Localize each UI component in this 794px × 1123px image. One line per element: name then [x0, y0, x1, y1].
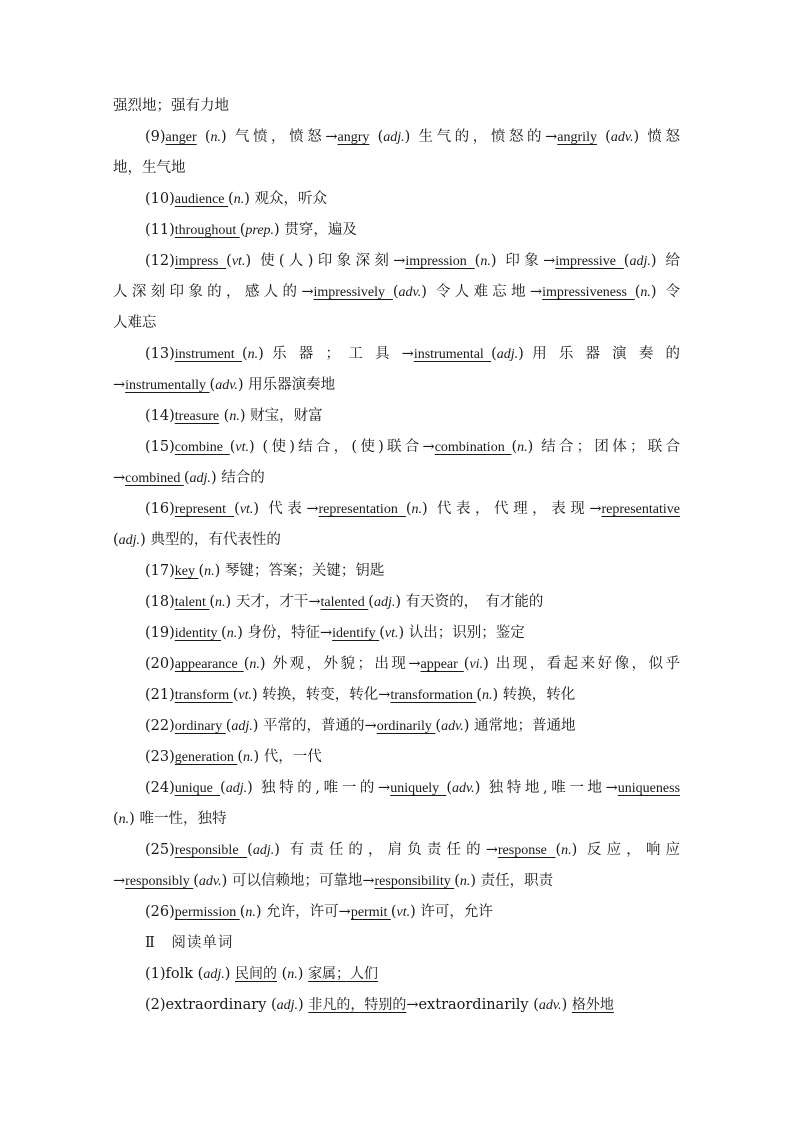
part-of-speech: adv. [441, 719, 464, 734]
part-of-speech: adj. [383, 130, 405, 145]
text-segment: ) 观众，听众 [244, 191, 327, 207]
text-segment: ( [239, 222, 246, 238]
text-segment: ( [369, 129, 384, 145]
text-segment: Ⅱ 阅读单词 [145, 935, 234, 951]
answer-blank: treasure [174, 409, 220, 424]
text-line [113, 188, 680, 219]
text-segment: ) 反应，响应 [571, 842, 680, 858]
part-of-speech: adv. [452, 781, 475, 796]
text-segment: (15) [145, 439, 175, 455]
answer-blank: impressiveness [542, 285, 635, 300]
answer-blank: generation [174, 750, 238, 765]
text-segment: ) 有责任的，肩负责任的→ [274, 842, 498, 858]
text-segment: ( [220, 780, 226, 796]
text-segment: ( [226, 253, 232, 269]
answer-blank: uniqueness [617, 781, 680, 796]
text-segment: ( [379, 625, 385, 641]
part-of-speech: n. [517, 440, 528, 455]
text-segment: 人难忘 [113, 315, 157, 331]
text-line [113, 436, 680, 467]
text-segment: (17) [145, 563, 175, 579]
text-segment: ) 有天资的， 有才能的 [395, 594, 544, 610]
text-segment: → [113, 470, 126, 486]
text-line [113, 312, 680, 343]
answer-blank: key [174, 564, 199, 579]
text-segment: ) 贯穿，遍及 [274, 222, 357, 238]
part-of-speech: n. [482, 688, 493, 703]
answer-blank: combination [434, 440, 512, 455]
text-segment: ( [228, 191, 234, 207]
text-segment: ( [243, 656, 250, 672]
part-of-speech: vt. [235, 440, 250, 455]
answer-blank: ordinary [174, 719, 226, 734]
part-of-speech: vt. [231, 254, 246, 269]
text-line [113, 405, 680, 436]
text-segment: ) 独特的,唯一的→ [247, 780, 391, 796]
part-of-speech: vi. [469, 657, 484, 672]
text-segment: ( [476, 687, 482, 703]
answer-blank: 家属；人们 [308, 967, 379, 982]
answer-blank: permit [350, 905, 391, 920]
text-segment: ( [113, 811, 119, 827]
text-segment: ( [454, 873, 460, 889]
part-of-speech: vt. [238, 688, 252, 703]
text-segment: ) 可以信赖地；可靠地→ [221, 873, 375, 889]
text-segment: ) 印象→ [490, 253, 556, 269]
answer-blank: identify [332, 626, 380, 641]
text-segment: ) [297, 966, 309, 982]
part-of-speech: n. [249, 657, 260, 672]
text-segment: ) 天才，才干→ [225, 594, 321, 610]
text-segment: ) 令人难忘地→ [421, 284, 543, 300]
answer-blank: combine [174, 440, 230, 455]
text-line [113, 219, 680, 250]
part-of-speech: adj. [276, 998, 299, 1013]
text-segment: (11) [145, 222, 175, 238]
answer-blank: responsibly [125, 874, 194, 889]
part-of-speech: n. [243, 750, 254, 765]
part-of-speech: n. [210, 130, 221, 145]
part-of-speech: n. [233, 192, 245, 207]
text-segment: ) 乐 器 ； 工 具 → [258, 346, 414, 362]
part-of-speech: adj. [231, 719, 253, 734]
text-segment: ( [277, 966, 288, 982]
text-segment: ) [561, 997, 572, 1013]
text-segment: ( [446, 780, 452, 796]
answer-blank: ordinarily [376, 719, 436, 734]
part-of-speech: adv. [398, 285, 422, 300]
text-line [113, 746, 680, 777]
text-segment: (25) [145, 842, 175, 858]
part-of-speech: adv. [538, 998, 562, 1013]
text-segment: ( [405, 501, 412, 517]
part-of-speech: n. [204, 564, 215, 579]
answer-blank: impression [405, 254, 475, 269]
answer-blank: combined [125, 471, 184, 486]
text-line [113, 901, 680, 932]
text-segment: ) 代表→ [253, 501, 319, 517]
part-of-speech: adv. [198, 874, 222, 889]
text-segment: ( [234, 501, 240, 517]
part-of-speech: n. [287, 967, 298, 982]
text-segment: ) 用 乐 器 演 奏 的 [518, 346, 680, 362]
text-segment: ( [555, 842, 562, 858]
text-line [113, 591, 680, 622]
text-line [113, 777, 680, 808]
text-segment: 人深刻印象的，感人的→ [113, 284, 314, 300]
part-of-speech: adj. [252, 843, 275, 858]
text-line [113, 95, 680, 126]
text-segment: (26) [145, 904, 175, 920]
answer-blank: throughout [174, 223, 240, 238]
text-line [113, 870, 680, 901]
text-line [113, 684, 680, 715]
text-segment: (16) [145, 501, 175, 517]
part-of-speech: n. [247, 347, 259, 362]
text-segment: ) 使(人)印象深刻→ [245, 253, 406, 269]
text-segment: ) 通常地；普通地 [463, 718, 576, 734]
section-heading [113, 932, 680, 963]
text-segment: (9) [145, 129, 166, 145]
text-segment: (21) [145, 687, 175, 703]
text-segment: ( [474, 253, 481, 269]
text-segment: ( [113, 532, 119, 548]
answer-blank: unique [174, 781, 221, 796]
answer-blank: angry [337, 130, 370, 145]
text-segment: ) 许可，允许 [410, 904, 493, 920]
text-segment: ) 平常的，普通的→ [252, 718, 377, 734]
answer-blank: 格外地 [571, 998, 614, 1013]
text-line [113, 715, 680, 746]
text-segment: ) (使)结合，(使)联合→ [249, 439, 435, 455]
text-line [113, 560, 680, 591]
text-segment: ( [368, 594, 374, 610]
text-segment: ) 生气的，愤怒的→ [404, 129, 558, 145]
answer-blank: instrument [174, 347, 242, 362]
text-segment: ( [209, 377, 216, 393]
answer-blank: impressively [313, 285, 393, 300]
text-segment: 地，生气地 [113, 160, 186, 176]
part-of-speech: adj. [373, 595, 396, 610]
text-segment: ( [623, 253, 630, 269]
text-segment: → [113, 377, 126, 393]
text-segment: ( [193, 873, 199, 889]
text-segment: ) 唯一性，独特 [129, 811, 227, 827]
part-of-speech: adj. [203, 967, 225, 982]
text-segment: (23) [145, 749, 175, 765]
text-line [113, 157, 680, 188]
text-segment: ) 结合；团体；联合 [527, 439, 680, 455]
answer-blank: impress [174, 254, 227, 269]
text-segment: 强烈地；强有力地 [113, 98, 229, 114]
text-segment: → [113, 873, 126, 889]
text-segment: (24) [145, 780, 175, 796]
answer-blank: angrily [557, 130, 597, 145]
text-segment: ( [237, 749, 244, 765]
part-of-speech: adv. [215, 378, 238, 393]
text-segment: ( [209, 594, 216, 610]
answer-blank: permission [174, 905, 240, 920]
answer-blank: response [497, 843, 556, 858]
text-segment: →extraordinarily ( [406, 997, 539, 1013]
answer-blank: transform [174, 688, 233, 703]
text-segment: (22) [145, 718, 175, 734]
text-line [113, 839, 680, 870]
part-of-speech: vt. [384, 626, 399, 641]
text-segment: (18) [145, 594, 175, 610]
text-segment: ( [247, 842, 253, 858]
text-segment: ) [224, 966, 235, 982]
answer-blank: transformation [390, 688, 477, 703]
part-of-speech: adj. [225, 781, 248, 796]
text-line [113, 963, 680, 994]
text-segment: ) 琴键；答案；关键；钥匙 [214, 563, 385, 579]
answer-blank: appearance [174, 657, 244, 672]
text-segment: ( [390, 904, 397, 920]
text-segment: ( [511, 439, 518, 455]
text-segment: ( [392, 284, 399, 300]
part-of-speech: vt. [239, 502, 254, 517]
part-of-speech: n. [215, 595, 226, 610]
text-segment: ( [232, 687, 239, 703]
part-of-speech: prep. [245, 223, 275, 238]
part-of-speech: n. [459, 874, 471, 889]
text-segment: ) 认出；识别；鉴定 [398, 625, 525, 641]
part-of-speech: n. [229, 409, 240, 424]
answer-blank: anger [165, 130, 197, 145]
text-segment: (13) [145, 346, 175, 362]
text-segment: ) 用乐器演奏地 [237, 377, 336, 393]
answer-blank: audience [174, 192, 229, 207]
text-line [113, 281, 680, 312]
part-of-speech: adv. [610, 130, 634, 145]
part-of-speech: adj. [118, 533, 141, 548]
answer-blank: talented [320, 595, 369, 610]
text-segment: (14) [145, 408, 175, 424]
text-segment: ( [596, 129, 611, 145]
text-line [113, 374, 680, 405]
part-of-speech: n. [411, 502, 423, 517]
text-segment: ( [225, 718, 232, 734]
answer-blank: represent [174, 502, 235, 517]
part-of-speech: n. [561, 843, 572, 858]
text-line [113, 498, 680, 529]
text-line [113, 622, 680, 653]
text-line [113, 994, 680, 1025]
text-segment: ) [298, 997, 309, 1013]
text-segment: ) 允许，许可→ [255, 904, 351, 920]
text-segment: ) 代表，代理，表现→ [422, 501, 602, 517]
answer-blank: instrumentally [125, 378, 210, 393]
text-line [113, 808, 680, 839]
answer-blank: responsible [174, 843, 248, 858]
answer-blank: uniquely [390, 781, 447, 796]
text-segment: ( [219, 408, 230, 424]
text-segment: (2)extraordinary ( [145, 997, 277, 1013]
text-segment: ) 典型的，有代表性的 [140, 532, 281, 548]
answer-blank: appear [420, 657, 464, 672]
text-segment: ) 愤怒 [633, 129, 680, 145]
answer-blank: representative [601, 502, 680, 517]
text-segment: ( [634, 284, 641, 300]
text-segment: (19) [145, 625, 175, 641]
text-segment: ) 结合的 [210, 470, 265, 486]
answer-blank: identity [174, 626, 222, 641]
part-of-speech: adj. [189, 471, 211, 486]
text-line [113, 126, 680, 157]
text-segment: ) 责任，职责 [470, 873, 554, 889]
answer-blank: responsibility [374, 874, 455, 889]
text-segment: (1)folk ( [145, 966, 204, 982]
part-of-speech: n. [640, 285, 651, 300]
text-segment: ) 代，一代 [253, 749, 322, 765]
text-line [113, 250, 680, 281]
text-segment: ( [198, 563, 205, 579]
text-segment: (12) [145, 253, 175, 269]
text-segment: ( [241, 346, 248, 362]
text-segment: ( [229, 439, 236, 455]
text-segment: ) 财宝，财富 [239, 408, 323, 424]
answer-blank: representation [318, 502, 406, 517]
text-segment: (20) [145, 656, 175, 672]
text-line [113, 529, 680, 560]
text-line [113, 467, 680, 498]
answer-blank: impressive [555, 254, 624, 269]
text-segment: (10) [145, 191, 175, 207]
text-segment: ) 转换，转化 [492, 687, 576, 703]
text-segment: ) 气愤，愤怒→ [221, 129, 338, 145]
text-segment: ( [183, 470, 190, 486]
text-segment: ) 转换，转变，转化→ [251, 687, 391, 703]
answer-blank: 非凡的，特别的 [308, 998, 407, 1013]
vocabulary-list [113, 95, 680, 1025]
answer-blank: talent [174, 595, 210, 610]
part-of-speech: n. [480, 254, 491, 269]
part-of-speech: n. [118, 812, 130, 827]
text-segment: ( [196, 129, 211, 145]
text-segment: ) 令 [650, 284, 680, 300]
text-segment: ) 出现，看起来好像，似乎 [483, 656, 680, 672]
answer-blank: instrumental [413, 347, 492, 362]
text-line [113, 653, 680, 684]
part-of-speech: n. [226, 626, 238, 641]
text-segment: ) 身份，特征→ [237, 625, 333, 641]
text-segment: ) 给 [650, 253, 680, 269]
part-of-speech: n. [245, 905, 256, 920]
text-segment: ( [463, 656, 470, 672]
text-segment: ) 独特地,唯一地→ [474, 780, 618, 796]
part-of-speech: adj. [629, 254, 651, 269]
text-segment: ( [221, 625, 227, 641]
part-of-speech: vt. [396, 905, 411, 920]
part-of-speech: adj. [496, 347, 519, 362]
text-segment: ( [491, 346, 497, 362]
text-segment: ( [435, 718, 442, 734]
answer-blank: 民间的 [235, 967, 277, 982]
text-segment: ) 外观，外貌；出现→ [259, 656, 421, 672]
text-segment: ( [239, 904, 246, 920]
text-line [113, 343, 680, 374]
